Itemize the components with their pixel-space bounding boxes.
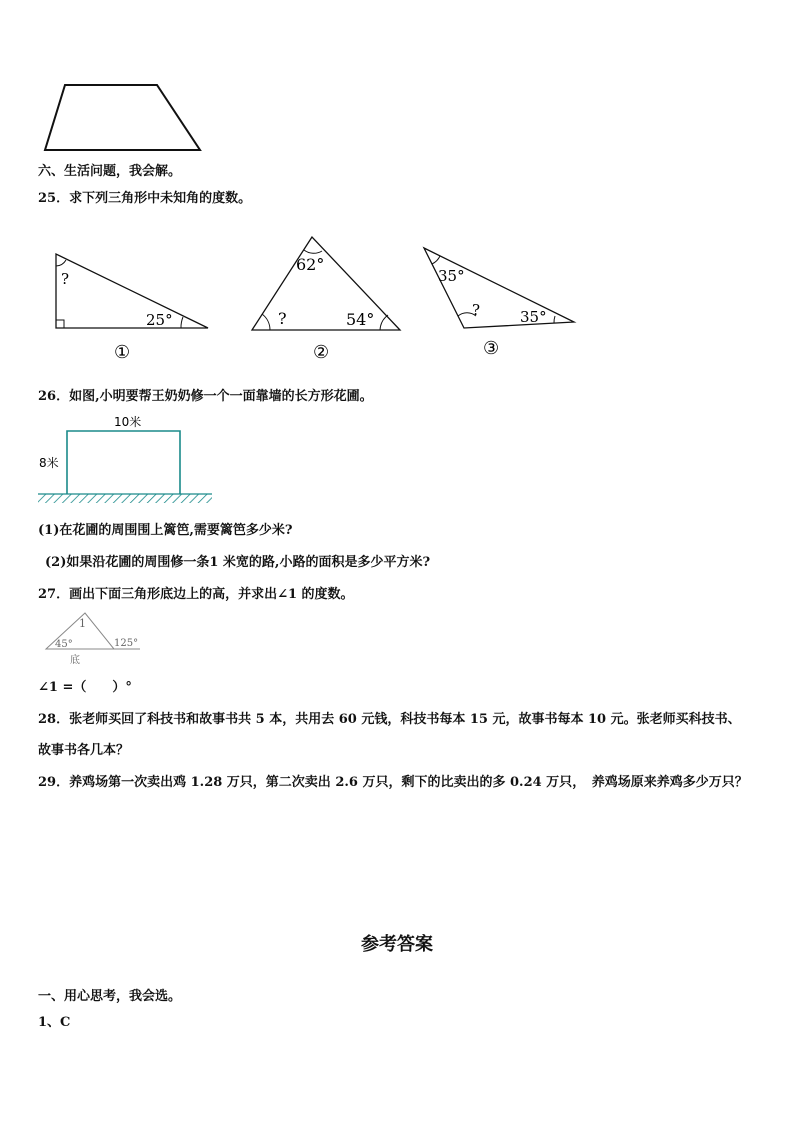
- triangle-1-label: ①: [114, 342, 131, 363]
- triangle-27-angle-top: 1: [79, 617, 86, 630]
- section-6-title: 六、生活问题，我会解。: [38, 164, 182, 179]
- triangle-2-label: ②: [313, 342, 330, 363]
- triangle-27-base-label: 底: [70, 655, 80, 666]
- triangle-27-figure: [42, 610, 152, 668]
- angle-arc-right: [380, 315, 388, 330]
- triangle-1-angle-top: ?: [61, 270, 70, 288]
- triangle-3-angle-left: 35°: [438, 267, 465, 285]
- right-angle-mark: [56, 320, 64, 328]
- answers-item-1: 1、C: [38, 1015, 71, 1030]
- question-28-line1: 28．张老师买回了科技书和故事书共 5 本，共用去 60 元钱，科技书每本 15 元，故事书每本 10 元。张老师买科技书、: [38, 712, 741, 727]
- triangle-2-figure: [250, 234, 405, 364]
- triangle-27-angle-right: 125°: [114, 638, 139, 649]
- angle-arc-left: [262, 314, 270, 330]
- angle-arc-left: [432, 256, 440, 264]
- triangle-1-angle-right: 25°: [146, 311, 173, 329]
- triangle-3-angle-right: 35°: [520, 308, 547, 326]
- triangle-2-angle-right: 54°: [346, 310, 375, 329]
- garden-rectangle: [67, 431, 180, 494]
- trapezoid-shape: [45, 85, 200, 150]
- angle-arc-right: [181, 317, 183, 328]
- triangle-3-figure: [420, 244, 580, 359]
- question-26-sub1: (1)在花圃的周围围上篱笆,需要篱笆多少米?: [38, 523, 293, 538]
- question-27-text: 27．画出下面三角形底边上的高，并求出∠1 的度数。: [38, 587, 354, 602]
- garden-figure: [36, 410, 216, 510]
- garden-height-label: 8米: [39, 456, 59, 470]
- triangle-1-shape: [56, 254, 208, 328]
- angle-arc-top: [56, 260, 66, 266]
- answers-title: 参考答案: [361, 934, 433, 955]
- question-26-text: 26．如图,小明要帮王奶奶修一个一面靠墙的长方形花圃。: [38, 389, 373, 404]
- triangle-2-shape: [252, 237, 400, 330]
- question-26-sub2: (2)如果沿花圃的周围修一条1 米宽的路,小路的面积是多少平方米?: [45, 555, 431, 570]
- garden-width-label: 10米: [114, 415, 142, 429]
- triangle-27-angle-left: 45°: [55, 639, 73, 650]
- question-29-text: 29．养鸡场第一次卖出鸡 1.28 万只，第二次卖出 2.6 万只，剩下的比卖出的多 0.24 万只， 养鸡场原来养鸡多少万只？: [38, 775, 748, 790]
- answers-section-1: 一、用心思考，我会选。: [38, 989, 182, 1004]
- angle-arc-top: [304, 250, 322, 253]
- angle-arc-right: [554, 316, 555, 323]
- trapezoid-figure: [40, 82, 210, 154]
- question-27-answer-line: ∠1 =（ ）°: [38, 680, 132, 695]
- triangle-2-angle-top: 62°: [296, 255, 325, 274]
- triangle-3-angle-bottom: ?: [472, 301, 481, 319]
- triangle-3-label: ③: [483, 338, 500, 359]
- wall-hatch: [38, 494, 212, 503]
- triangle-3-shape: [424, 248, 574, 328]
- triangle-2-angle-left: ?: [278, 309, 287, 328]
- question-25-text: 25．求下列三角形中未知角的度数。: [38, 191, 252, 206]
- triangle-1-figure: [50, 248, 220, 363]
- question-28-line2: 故事书各几本？: [38, 743, 130, 758]
